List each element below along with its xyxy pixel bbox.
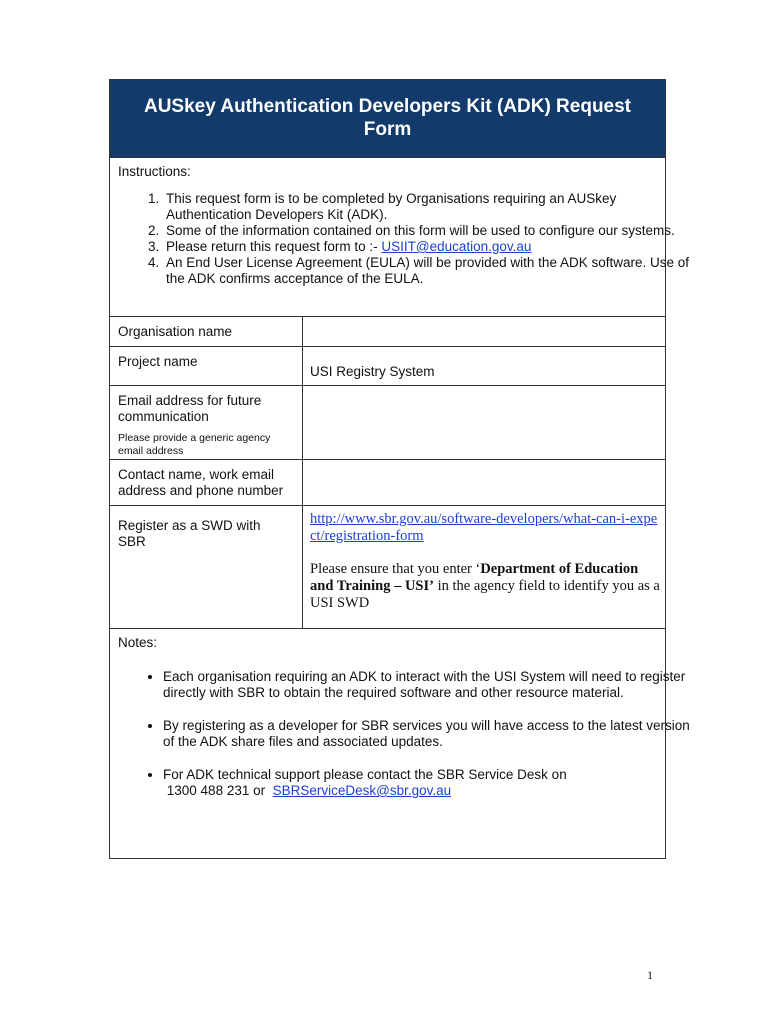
- divider: [110, 628, 665, 629]
- notes-heading: Notes:: [118, 635, 158, 650]
- email-hint: Please provide a generic agency email address: [118, 432, 271, 457]
- note-item: • Each organisation requiring an ADK to interact with the USI System will need to register directly with SBR to obtain the required software and other resource material.: [163, 669, 703, 701]
- service-desk-phone: 1300 488 231 or: [166, 783, 266, 798]
- instruction-item: 3. Please return this request form to :- USIIT@education.gov.au: [163, 239, 693, 255]
- registration-url[interactable]: http://www.sbr.gov.au/software-developers/what-can-i-expect/registration-form: [310, 511, 658, 544]
- divider: [110, 459, 665, 460]
- contact-label: Contact name, work email address and phone number: [118, 467, 284, 498]
- note-item: • For ADK technical support please contact the SBR Service Desk on 1300 488 231 or SBRServiceDesk@sbr.gov.au: [163, 767, 703, 799]
- instruction-item: 1. This request form is to be completed by Organisations requiring an AUSkey Authentication Developers Kit (ADK).: [163, 191, 693, 223]
- divider: [110, 316, 665, 317]
- service-desk-email-link[interactable]: SBRServiceDesk@sbr.gov.au: [272, 783, 452, 798]
- contact-field[interactable]: [310, 467, 650, 497]
- organisation-name-label: Organisation name: [118, 324, 233, 339]
- page-number: 1: [647, 968, 653, 982]
- notes-list: [118, 669, 703, 816]
- instructions-heading: Instructions:: [118, 164, 191, 179]
- form-title-line-1: AUSkey Authentication Developers Kit (ADK) Request: [143, 96, 632, 117]
- divider: [110, 346, 665, 347]
- column-divider: [302, 316, 303, 628]
- organisation-name-field[interactable]: [310, 324, 650, 344]
- return-email-link[interactable]: USIIT@education.gov.au: [381, 239, 532, 254]
- email-label: Email address for future communication: [118, 393, 262, 424]
- request-form: [109, 79, 690, 859]
- form-title: [110, 80, 665, 157]
- registration-link[interactable]: [310, 511, 660, 545]
- project-name-label: Project name: [118, 354, 198, 369]
- register-label: Register as a SWD with SBR: [118, 518, 261, 549]
- note-item: • By registering as a developer for SBR services you will have access to the latest version of the ADK share files and associated updates.: [163, 718, 703, 750]
- registration-note: Please ensure that you enter ‘Department of Education and Training – USI’ in the agency field to identify you as a USI SWD: [310, 561, 660, 611]
- divider: [110, 157, 665, 158]
- project-name-field[interactable]: USI Registry System: [310, 364, 435, 379]
- agency-name: Department of Education and Training – USI’: [310, 561, 639, 594]
- instruction-item: 2. Some of the information contained on this form will be used to configure our systems.: [163, 223, 693, 239]
- divider: [110, 385, 665, 386]
- instructions-list: [118, 191, 693, 287]
- form-title-line-2: Form: [363, 119, 412, 140]
- instruction-item: 4. An End User License Agreement (EULA) will be provided with the ADK software. Use of the ADK confirms acceptance of the EULA.: [163, 255, 693, 287]
- email-field[interactable]: [310, 393, 650, 443]
- divider: [110, 505, 665, 506]
